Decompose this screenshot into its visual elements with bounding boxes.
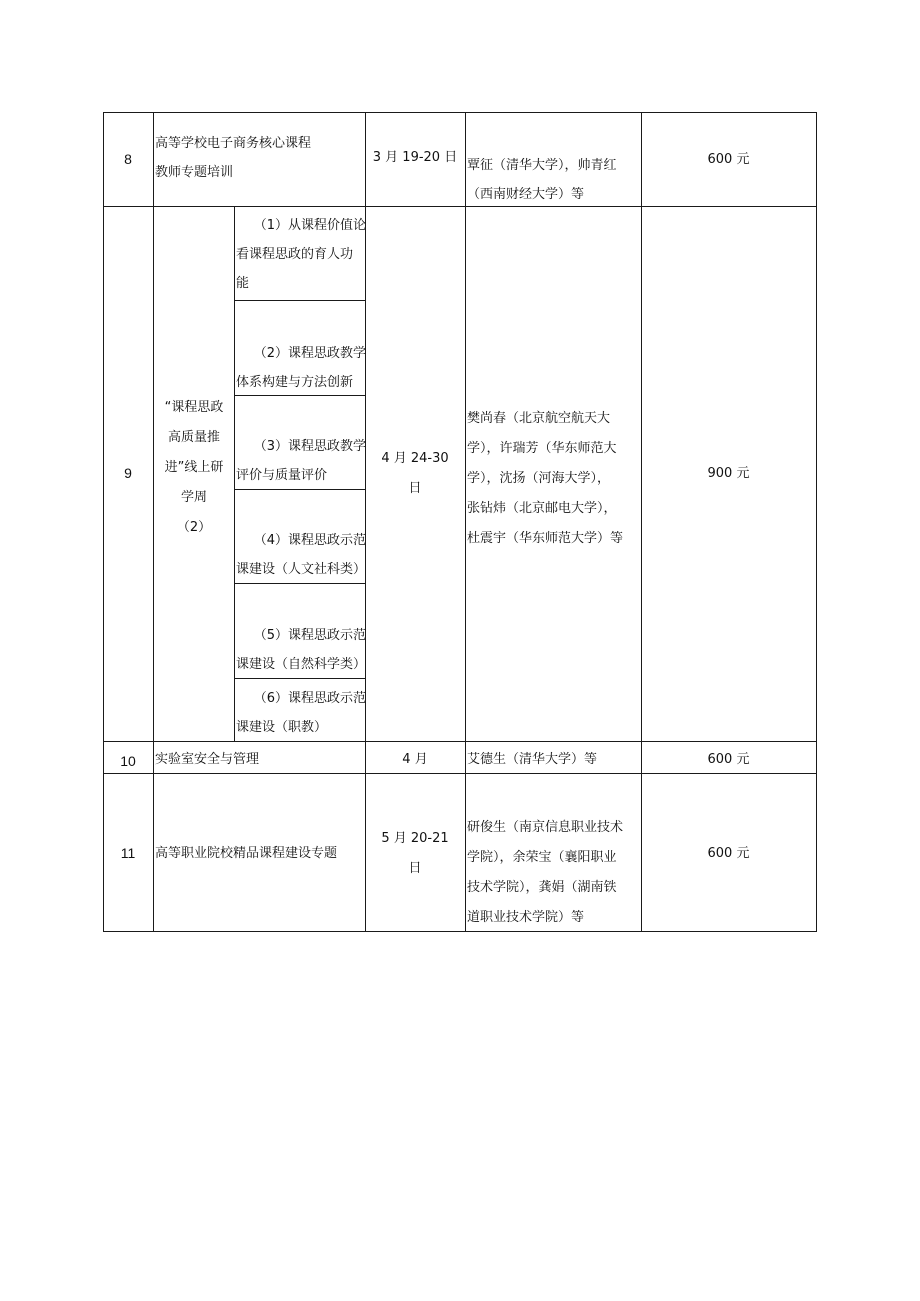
sub-topic-line: 课建设（自然科学类） [236,657,367,672]
course-date-line: 日 [408,861,422,876]
sub-topic-line: 能 [236,276,250,291]
course-date-line: 5 月 20-21 [381,831,449,846]
row-number: 9 [124,465,132,481]
course-title-line: 高质量推 [167,430,220,445]
course-date-line: 日 [408,481,422,496]
col-divider [234,206,235,741]
sub-topic-line: 课建设（职教） [236,720,328,735]
course-date: 4 月 [402,752,428,767]
row-divider [103,206,817,207]
experts-line: 学），许瑞芳（华东师范大 [467,441,617,456]
course-title-line: 学周 [180,490,207,505]
experts-line: 研俊生（南京信息职业技术 [467,820,624,835]
sub-topic-line: 评价与质量评价 [236,468,328,483]
course-title [155,129,365,187]
row-number: 11 [120,845,136,861]
table-border-right [816,112,817,932]
course-fee: 600 元 [707,846,750,861]
course-title-line: 进”线上研 [164,460,224,475]
sub-topic [236,621,366,679]
sub-topic-line: 看课程思政的育人功 [236,247,354,262]
sub-topic [236,211,366,298]
table-border-left [103,112,104,932]
course-date [365,824,465,884]
experts-line: 道职业技术学院）等 [467,910,585,925]
sub-topic [236,432,366,490]
course-fee: 600 元 [707,152,750,167]
course-title-line: 高等学校电子商务核心课程 [155,136,312,151]
course-title: 实验室安全与管理 [155,752,260,767]
sub-row-divider [234,300,365,301]
sub-topic [236,684,366,742]
course-fee: 900 元 [707,466,750,481]
course-title-line: （2） [176,520,212,535]
sub-topic-line: （3）课程思政教学 [253,439,366,454]
sub-topic-line: （2）课程思政教学 [253,346,366,361]
experts-line: 学院），余荣宝（襄阳职业 [467,850,617,865]
experts-line: 樊尚春（北京航空航天大 [467,411,611,426]
sub-topic-line: （5）课程思政示范 [253,628,366,643]
course-date [365,444,465,504]
course-experts [467,813,641,933]
sub-topic-line: （6）课程思政示范 [253,691,366,706]
sub-topic-line: 体系构建与方法创新 [236,375,354,390]
sub-topic-line: （1）从课程价值论 [253,218,366,233]
experts-line: 技术学院），龚娟（湖南铁 [467,880,617,895]
course-fee: 600 元 [707,752,750,767]
course-table [103,112,817,932]
experts-line: 学），沈扬（河海大学）， [467,471,611,486]
sub-topic-line: 课建设（人文社科类） [236,562,367,577]
course-experts: 艾德生（清华大学）等 [467,752,598,767]
course-title-line: “课程思政 [164,400,224,415]
course-date: 3 月 19-20 日 [372,150,458,165]
row-number: 10 [120,753,136,769]
row-number: 8 [124,151,132,167]
table-border-bottom [103,931,817,932]
sub-topic [236,339,366,397]
course-experts [467,151,641,209]
course-title-line: 教师专题培训 [155,165,234,180]
experts-line: 覃征（清华大学），帅青红 [467,158,617,173]
sub-topic [236,526,366,584]
table-border-top [103,112,817,113]
course-title [154,393,234,543]
sub-topic-line: （4）课程思政示范 [253,533,366,548]
row-divider [103,741,817,742]
experts-line: （西南财经大学）等 [467,187,585,202]
experts-line: 张钻炜（北京邮电大学）， [467,501,617,516]
course-date-line: 4 月 24-30 [381,451,449,466]
col-divider [465,112,466,932]
row-divider [103,773,817,774]
col-divider [641,112,642,932]
course-title: 高等职业院校精品课程建设专题 [155,846,338,861]
course-experts [467,404,641,554]
experts-line: 杜震宇（华东师范大学）等 [467,531,624,546]
